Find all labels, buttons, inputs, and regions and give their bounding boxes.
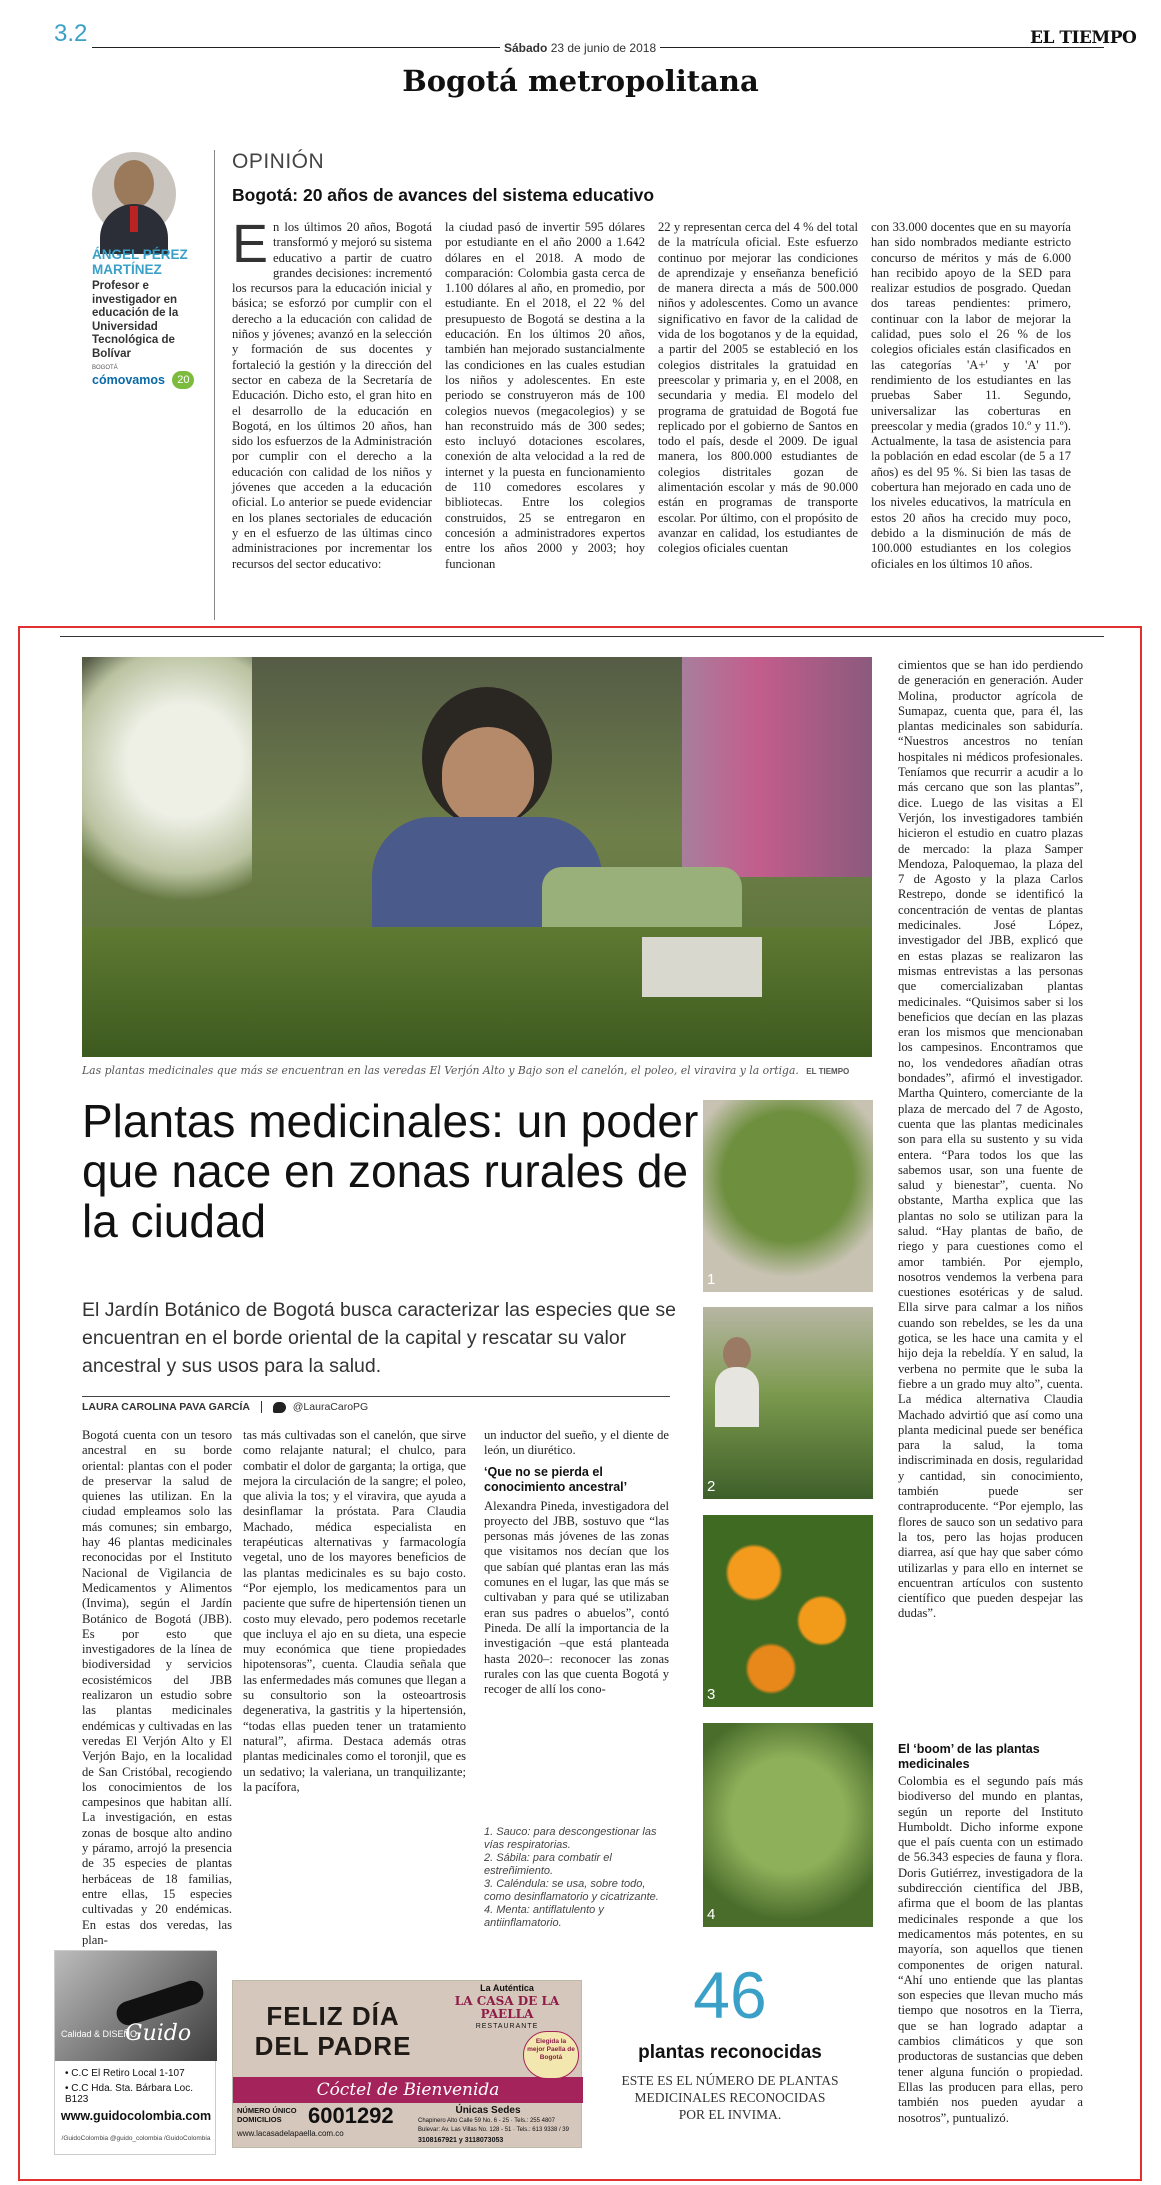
photo-caption-text: Las plantas medicinales que más se encuentran en las veredas El Verjón Alto y Bajo son el canelón, el poleo, el viravira y la ortiga. <box>82 1064 799 1077</box>
ad-guido-social: /GuidoColombia @guido_colombia /GuidoColombia <box>61 2135 211 2142</box>
ad-paella-mobile: 3108167921 y 3118073053 <box>418 2137 504 2144</box>
photo-number: 1 <box>707 1271 716 1288</box>
photo-number: 2 <box>707 1478 716 1495</box>
stat-label: plantas reconocidas <box>638 2042 822 2063</box>
legend-item: 3. Caléndula: se usa, sobre todo, como desinflamatorio y cicatrizante. <box>484 1878 659 1903</box>
ad-paella-line-1: FELIZ DÍA <box>266 2001 400 2031</box>
plant-photo-calendula <box>703 1515 873 1707</box>
legend-item: 4. Menta: antiflatulento y antiinflamatorio. <box>484 1904 604 1929</box>
ad-paella-phone[interactable]: 6001292 <box>308 2103 394 2128</box>
ad-paella-brand-sub: RESTAURANTE <box>475 2023 539 2030</box>
feature-headline: Plantas medicinales: un poder que nace en zonas rurales de la ciudad <box>82 1095 699 1247</box>
ad-paella[interactable] <box>232 1980 582 2148</box>
ad-guido-store-2: • C.C Hda. Sta. Bárbara Loc. B123 <box>65 2083 194 2105</box>
author-name: ÁNGEL PÉREZ MARTÍNEZ <box>92 247 188 277</box>
photo-number: 3 <box>707 1686 716 1703</box>
feature-col-3-text-b: Alexandra Pineda, investigadora del proyecto del JBB, sostuvo que “las personas más jóvenes de las zonas que visitamos nos decían que los que sabían qué plantas eran las más comunes en el lugar, las que más se cultivaban y para qué se utilizaban eran sus padres o abuelos”, contó Pineda. De allí la importancia de la investigación –que está planteada hasta 2020–: reconocer las zonas rurales con las que cuenta Bogotá y recoger de allí los cono- <box>484 1498 669 1697</box>
plant-photo-menta <box>703 1723 873 1927</box>
ad-paella-address-1: Chapinero Alto Calle 59 No. 6 - 25 · Tels.: 255 4807 <box>418 2118 555 2124</box>
ad-paella-line-2: DEL PADRE <box>254 2031 412 2061</box>
date-prefix: Sábado <box>504 41 548 55</box>
stat-number: 46 <box>693 1958 767 2032</box>
opinion-col-1-text: n los últimos 20 años, Bogotá transformó y mejoró su sistema educativo a partir de cuatro grandes decisiones: incrementó los recursos para la educación inicial y básica; se esforzó por cumplir con el derecho a la educación con calidad de niños y jóvenes; avanzó en la selección y formación de sus docentes y fortaleció la gestión y la dirección del sector en cabeza de la Secretaría de Educación. Dicho esto, el gran hito en el desarrollo de la educación en Bogotá, en los últimos 20 años, han sido los esfuerzos de la Administración por cumplir con el derecho a la educación con calidad de los niños y jóvenes que acceden a la educación oficial. Lo anterior se puede evidenciar en los planes sectoriales de educación y en el esfuerzo de las últimas cinco administraciones por incrementar los recursos del sector educativo: <box>232 220 432 571</box>
ad-guido[interactable] <box>54 1950 216 2155</box>
paper-logo: EL TIEMPO <box>1030 28 1137 48</box>
subhead-ancestral: ‘Que no se pierda el conocimiento ancestral’ <box>484 1464 628 1494</box>
opinion-col-3: 22 y representan cerca del 4 % del total de la matrícula oficial. Este esfuerzo continuo por mejorar las condiciones de aprendizaje y enseñanza benefició de manera directa a más de 500.000 niños y adolescentes. Como un avance significativo en favor de la calidad de vida de los bogotanos y de la equidad, a partir del 2005 se estableció en los colegios distritales la gratuidad en preescolar y primaria y, en el 2008, en secundaria y media. El modelo del programa de gratuidad de Bogotá fue replicado por el gobierno de Santos en todo el país, desde el 2009. De igual manera, los 800.000 estudiantes de colegios distritales gozan de alimentación escolar y más de 90.000 están en programas de transporte escolar. Por último, con el propósito de avanzar en calidad, los estudiantes de colegios oficiales cuentan <box>658 220 858 556</box>
byline-rule <box>82 1396 670 1397</box>
byline <box>82 1401 368 1413</box>
ad-paella-web[interactable]: www.lacasadelapaella.com.co <box>237 2129 344 2138</box>
byline-name: LAURA CAROLINA PAVA GARCÍA <box>82 1401 250 1413</box>
plant-photo-sauco <box>703 1100 873 1292</box>
opinion-divider <box>214 150 215 620</box>
opinion-col-1 <box>232 214 432 620</box>
ad-guido-brand: Guido <box>125 2021 192 2046</box>
logo-text: cómovamos <box>92 373 165 388</box>
date-text: 23 de junio de 2018 <box>550 41 657 55</box>
byline-separator <box>261 1401 262 1413</box>
page-number: 3.2 <box>54 20 88 47</box>
bogota-como-vamos-logo <box>92 365 202 393</box>
plant-legend <box>484 1826 674 1930</box>
ad-paella-brand: LA CASA DE LA PAELLA <box>454 1994 560 2021</box>
twitter-handle: @LauraCaroPG <box>292 1401 369 1413</box>
section-title: Bogotá metropolitana <box>402 64 759 98</box>
author-photo <box>92 152 176 236</box>
feature-col-1: Bogotá cuenta con un tesoro ancestral en su borde oriental: plantas con el poder de preservar la salud de quienes las utilizan. En la ciudad empleamos solo las más comunes; sin embargo, hay 46 plantas medicinales reconocidas por el Instituto Nacional de Vigilancia de Medicamentos y Alimentos (Invima), según el Jardín Botánico de Bogotá (JBB). Es por esto que investigadores de la línea de biodiversidad y servicios ecosistémicos del JBB realizaron un estudio sobre las plantas medicinales endémicas y cultivadas en las veredas El Verjón Alto y El Verjón Bajo, en la localidad de San Cristóbal, recogiendo los conocimientos de los campesinos que habitan allí. La investigación, en estas zonas de bosque alto andino y páramo, arrojó la presencia de 35 especies de plantas herbáceas de 18 familias, entre ellas, 15 especies cultivadas y 20 endémicas. En estas dos veredas, las plan- <box>82 1428 232 1947</box>
opinion-headline: Bogotá: 20 años de avances del sistema educativo <box>232 185 655 205</box>
legend-item: 1. Sauco: para descongestionar las vías respiratorias. <box>484 1826 657 1851</box>
author-bio: Profesor e investigador en educación de la Universidad Tecnológica de Bolívar <box>92 280 179 360</box>
masthead <box>0 0 1161 100</box>
photo-caption <box>82 1064 882 1077</box>
ad-paella-sedes: Únicas Sedes <box>455 2105 521 2116</box>
ad-guido-tagline: Calidad & DISEÑO <box>61 2029 138 2039</box>
logo-badge: 20 <box>172 371 194 389</box>
opinion-label: OPINIÓN <box>232 150 325 173</box>
ad-guido-web[interactable]: www.guidocolombia.com <box>60 2109 212 2123</box>
ad-guido-store-1: • C.C El Retiro Local 1-107 <box>65 2068 185 2079</box>
ad-paella-script: Cóctel de Bienvenida <box>233 2077 583 2103</box>
opinion-col-2: la ciudad pasó de invertir 595 dólares por estudiante en el año 2000 a 1.642 dólares en el 2018. A modo de comparación: Colombia gasta cerca de 1.100 dólares al año, en promedio, por estudiante. En el 2018, el 22 % del presupuesto de Bogotá se destina a la educación. En los últimos 20 años, también han mejorado sustancialmente las condiciones en las cuales estudian los niños y adolescentes. En este periodo se construyeron más de 100 colegios nuevos (megacolegios) y se han reconstruido más de 300 sedes; esto incluyó dotaciones escolares, conexión de alta velocidad a la red de internet y la puesta en funcionamiento de 110 comedores escolares y bibliotecas. Entre los colegios construidos, 25 se entregaron en concesión a administradores expertos entre los años 2000 y 2003; hoy funcionan <box>445 220 645 571</box>
photo-number: 4 <box>707 1906 716 1923</box>
feature-deck: El Jardín Botánico de Bogotá busca caracterizar las especies que se encuentran en el borde oriental de la capital y rescatar su valor ancestral y sus usos para la salud. <box>82 1299 677 1377</box>
main-photo <box>82 657 872 1057</box>
twitter-icon <box>273 1402 286 1413</box>
stat-description: ESTE ES EL NÚMERO DE PLANTAS MEDICINALES RECONOCIDAS POR EL INVIMA. <box>621 2073 839 2122</box>
feature-col-5-text-b: Colombia es el segundo país más biodiverso del mundo en plantas, según un reporte del Instituto Humboldt. Dicho informe expone que el país cuenta con un estimado de 56.343 especies de fauna y flora. Doris Gutiérrez, investigadora de la subdirección científica del JBB, afirma que el boom de las plantas medicinales responde a que los medicamentos más potentes, en su mayoría, son aquellos que tienen componentes de origen natural. “Ahí uno entiende que las plantas son especies que llevan mucho más tiempo que nosotros en la Tierra, que se han logrado adaptar a cambios climáticos y que son productoras de sustancias que deben tener alguna función o propiedad. Ellas las producen para ellas, pero también nos pueden ayudar a nosotros”, puntualizó. <box>898 1774 1083 2125</box>
ad-paella-order-label: NÚMERO ÚNICO DOMICILIOS <box>237 2106 297 2124</box>
ad-paella-address-2: Bulevar: Av. Las Villas No. 128 - 51 · Tels.: 613 9338 / 39 <box>418 2127 569 2133</box>
issue-date <box>500 41 660 55</box>
ad-paella-badge-text: Elegida la mejor Paella de Bogotá <box>527 2038 575 2061</box>
logo-small-text: BOGOTÁ <box>92 365 118 371</box>
dropcap: E <box>232 214 269 274</box>
opinion-section <box>0 140 1161 630</box>
feature-col-3-text-a: un inductor del sueño, y el diente de león, un diurético. <box>484 1428 669 1458</box>
feature-col-3 <box>484 1428 669 1758</box>
legend-item: 2. Sábila: para combatir el estreñimiento. <box>484 1852 612 1877</box>
opinion-col-4: con 33.000 docentes que en su mayoría han sido nombrados mediante estricto concurso de méritos y más de 6.000 han recibido apoyo de la SED para realizar estudios de posgrado. Quedan dos tareas pendientes: primero, continuar con la labor de mejorar la calidad, pues solo el 26 % de los colegios oficiales están clasificados en las categorías 'A+' y 'A' por rendimiento de los estudiantes en las pruebas Saber 11. Segundo, universalizar las coberturas en preescolar y media (grados 10.º y 11.º). Actualmente, la tasa de asistencia para la población en edad escolar (de 5 a 17 años) es del 95 %. Si bien las tasas de cobertura han mejorado en cada uno de los niveles educativos, la matrícula en estos 20 años ha crecido muy poco, debido a la disminución de más de 100.000 estudiantes en los colegios oficiales en los últimos 10 años. <box>871 220 1071 571</box>
subhead-boom: El ‘boom’ de las plantas medicinales <box>898 1742 1040 1771</box>
ad-paella-brand-top: La Auténtica <box>480 1983 534 1993</box>
feature-col-5-text-a: cimientos que se han ido perdiendo de generación en generación. Auder Molina, productor agrícola de Sumapaz, cuenta que, para él, las plantas medicinales son sabiduría. “Nuestros ancestros no tenían hospitales ni médicos profesionales. Teníamos que recurrir a acudir a lo más cercano que son las plantas”, dice. Luego de las visitas a El Verjón, los investigadores también hicieron el estudio en cuatro plazas de mercado: la plaza Samper Mendoza, Paloquemao, la plaza del 7 de Agosto y la plaza Carlos Restrepo, donde se identificó la concentración de ventas de plantas medicinales. José López, investigador del JBB, explicó que en estas plazas se realizaron las mismas entrevistas a las personas que comercializaban plantas medicinales. “Quisimos saber si los beneficios que decían en las plazas eran los mismos que mencionaban los campesinos. Encontramos que no, los vendedores añadían otras bondades”, afirmó el investigador. Martha Quintero, comerciante de la plaza de mercado del 7 de Agosto, cuenta que las plantas medicinales son para ella su sustento y su vida entera. “Para todos los que las sabemos usar, son una fuente de salud y bienestar”, cuenta. No obstante, Martha explica que las plantas no solo se utilizan para la salud. “Hay plantas de baño, de riego y para cuestiones como el amor también. Por ejemplo, nosotros vendemos la verbena para cuestiones esotéricas y de salud. Ella sirve para calmar a los niños cuando son rebeldes, se les da una gotica, se les hace una camita y el hijo deja la rebeldía. Y en salud, la verbena no permite que le suba la fiebre a un grado muy alto”, cuenta. La médica alternativa Claudia Machado advirtió que así como una planta medicinal puede ser benéfica para la salud, la toma indiscriminada en dosis, regularidad y cantidad, sin conocimiento, también puede ser contraproducente. “Por ejemplo, las flores de sauco son un sedativo para la tos, pero las hojas producen diarrea, así que hay que saber cómo utilizarlas y para ello en internet se encuentran artículos con sustento científico que pueden despejar las dudas”. <box>898 658 1083 1621</box>
feature-col-2: tas más cultivadas son el canelón, que sirve como relajante natural; el chulco, para combatir el dolor de garganta; la ortiga, que mejora la circulación de la sangre; el poleo, que alivia la tos; y el viravira, que ayuda a desinflamar la próstata. Para Claudia Machado, médica especialista en terapéuticas alternativas y farmacología vegetal, uno de los mayores beneficios de las plantas medicinales es su bajo costo. “Por ejemplo, los medicamentos para un paciente que sufre de hipertensión tienen un costo muy elevado, pero podemos recetarle que incluya el ajo en su dieta, una especie muy económica que tiene propiedades hipotensoras”, cuenta. Claudia señala que las enfermedades más comunes que llegan a su consultorio son la osteoartrosis degenerativa, la gastritis y la hipertensión, “todas ellas pueden tener un tratamiento natural”, afirma. Destaca además otras plantas medicinales como el toronjil, que es un sedativo; la valeriana, un tranquilizante; la pacífora, <box>243 1428 466 1794</box>
plant-photo-sabila <box>703 1307 873 1499</box>
feature-top-rule <box>60 636 1104 637</box>
ad-paella-badge <box>523 2031 579 2079</box>
photo-credit: EL TIEMPO <box>806 1067 850 1076</box>
